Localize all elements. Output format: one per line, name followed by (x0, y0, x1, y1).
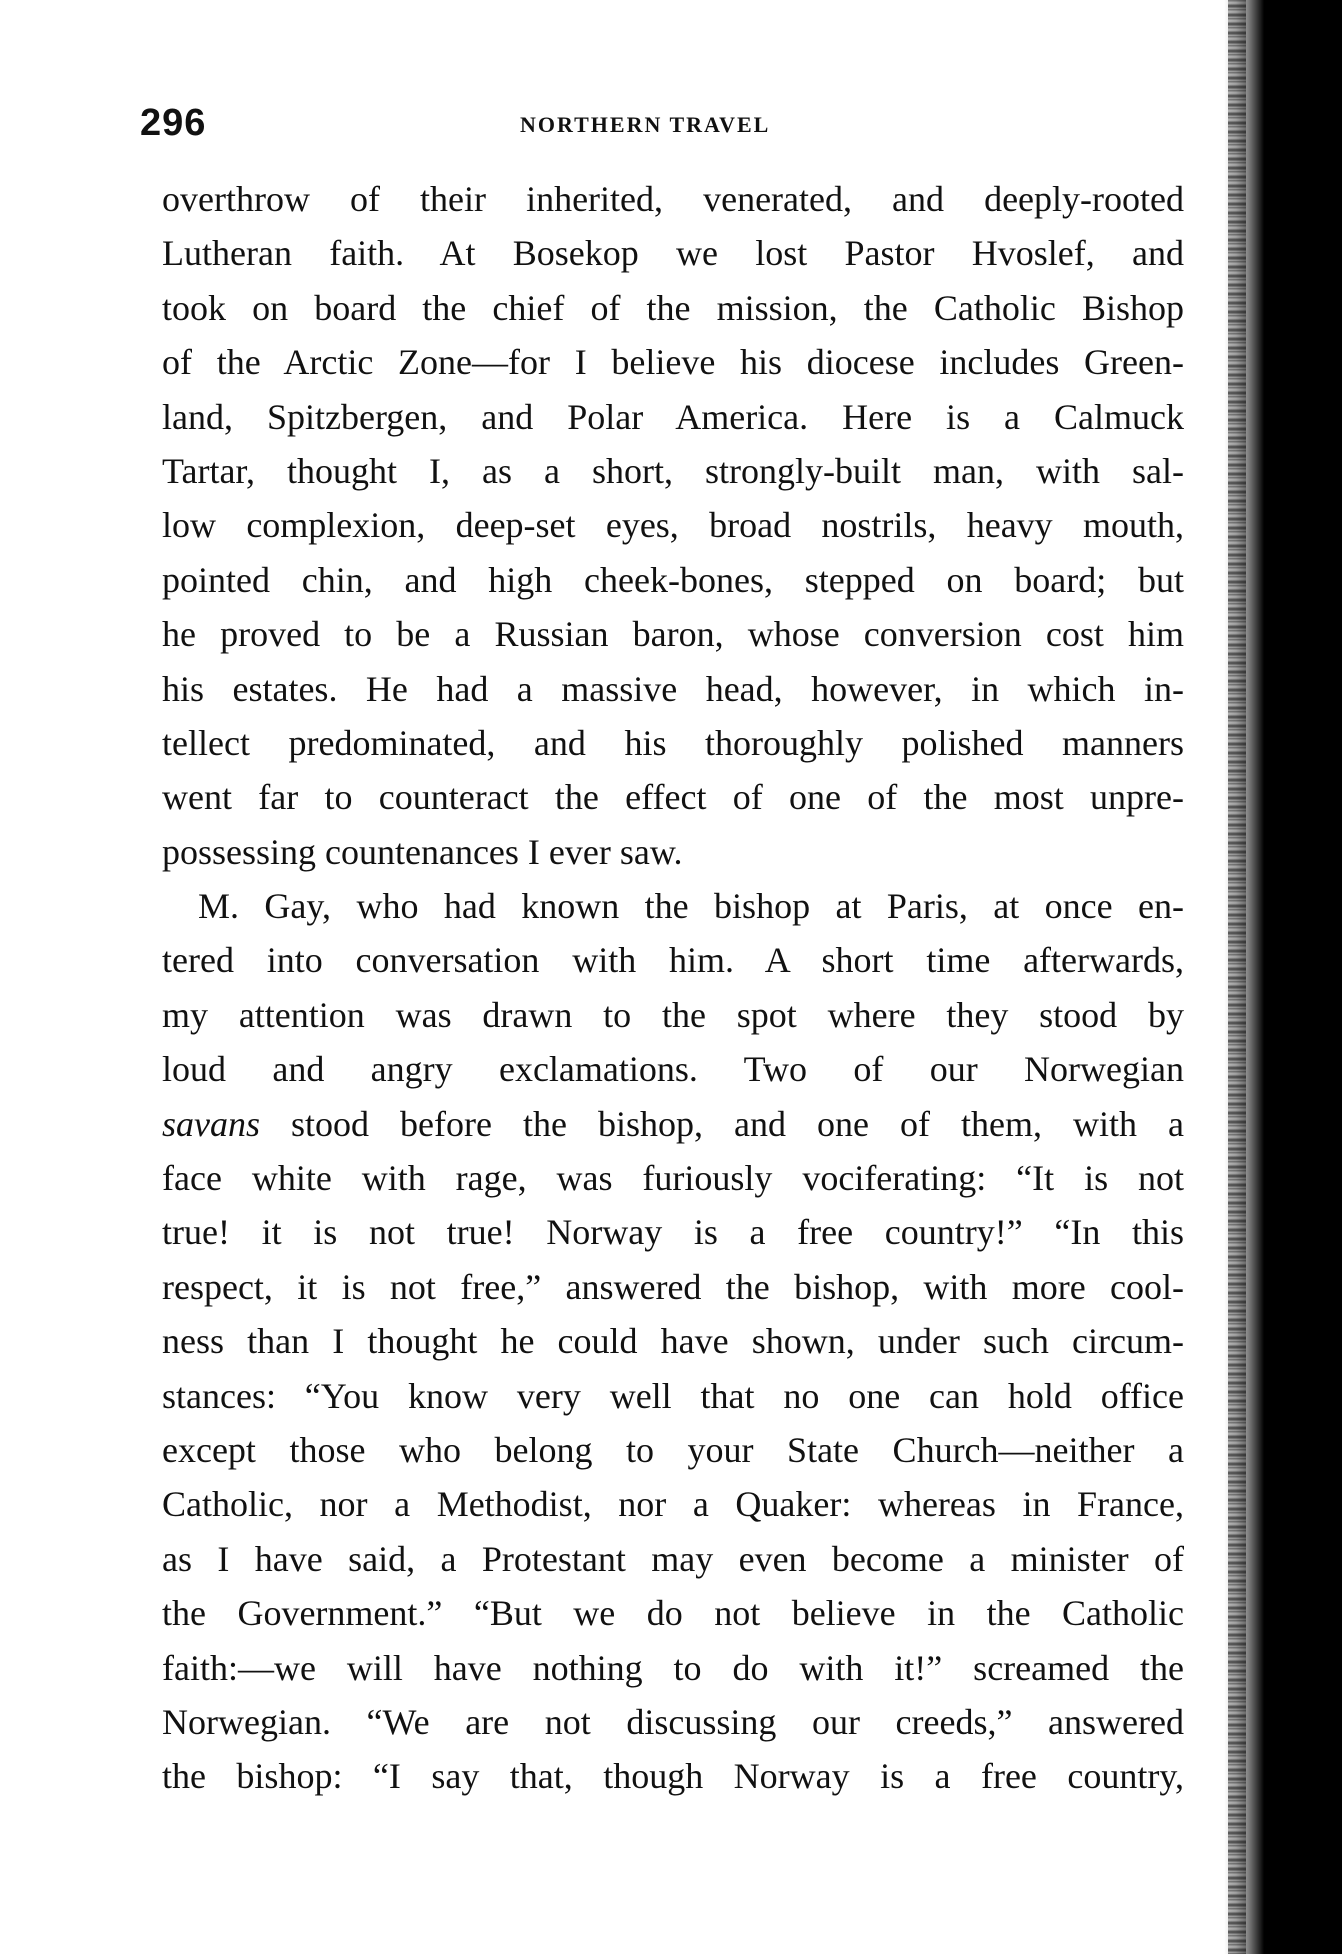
text-line: the bishop: “I say that, though Norway is a free country, (162, 1756, 1184, 1797)
text-line: tellect predominated, and his thoroughly polished manners (162, 722, 1184, 763)
text-line: Norwegian. “We are not discussing our creeds,” answered (162, 1701, 1184, 1742)
text-line (162, 1097, 1184, 1151)
text-line: pointed chin, and high cheek-bones, stepped on board; but (162, 559, 1184, 600)
text-line: faith:—we will have nothing to do with it!” screamed the (162, 1647, 1184, 1688)
text-line: the Government.” “But we do not believe in the Catholic (162, 1593, 1184, 1634)
text-line: as I have said, a Protestant may even become a minister of (162, 1538, 1184, 1579)
binding-shadow (1224, 0, 1342, 1954)
text-line: went far to counteract the effect of one of the most unpre- (162, 777, 1184, 818)
text-line: face white with rage, was furiously vociferating: “It is not (162, 1158, 1184, 1199)
text-line: overthrow of their inherited, venerated, and deeply-rooted (162, 179, 1184, 219)
text-line: Catholic, nor a Methodist, nor a Quaker: whereas in France, (162, 1484, 1184, 1525)
body-text (162, 172, 1184, 1804)
text-line: M. Gay, who had known the bishop at Paris, at once en- (198, 886, 1184, 927)
text-line: his estates. He had a massive head, however, in which in- (162, 668, 1184, 709)
text-line: Tartar, thought I, as a short, strongly-built man, with sal- (162, 450, 1184, 491)
text-line: except those who belong to your State Church—neither a (162, 1429, 1184, 1470)
text-line: took on board the chief of the mission, the Catholic Bishop (162, 287, 1184, 328)
text-line: true! it is not true! Norway is a free country!” “In this (162, 1212, 1184, 1253)
line-remainder: stood before the bishop, and one of them, with a (260, 1103, 1184, 1144)
text-line: land, Spitzbergen, and Polar America. Here is a Calmuck (162, 396, 1184, 437)
text-line: he proved to be a Russian baron, whose conversion cost him (162, 614, 1184, 655)
text-line: ness than I thought he could have shown, under such circum- (162, 1321, 1184, 1362)
text-line: of the Arctic Zone—for I believe his diocese includes Green- (162, 342, 1184, 383)
text-line: respect, it is not free,” answered the bishop, with more cool- (162, 1266, 1184, 1307)
text-line: my attention was drawn to the spot where they stood by (162, 994, 1184, 1035)
running-head: NORTHERN TRAVEL (520, 112, 771, 137)
text-line: possessing countenances I ever saw. (162, 831, 683, 872)
text-line: Lutheran faith. At Bosekop we lost Pastor Hvoslef, and (162, 233, 1184, 274)
text-line: tered into conversation with him. A short time afterwards, (162, 940, 1184, 981)
page-number: 296 (140, 102, 207, 144)
text-line: loud and angry exclamations. Two of our Norwegian (162, 1049, 1184, 1090)
italic-word: savans (162, 1103, 260, 1144)
text-line: stances: “You know very well that no one can hold office (162, 1375, 1184, 1416)
text-line: low complexion, deep-set eyes, broad nostrils, heavy mouth, (162, 505, 1184, 546)
